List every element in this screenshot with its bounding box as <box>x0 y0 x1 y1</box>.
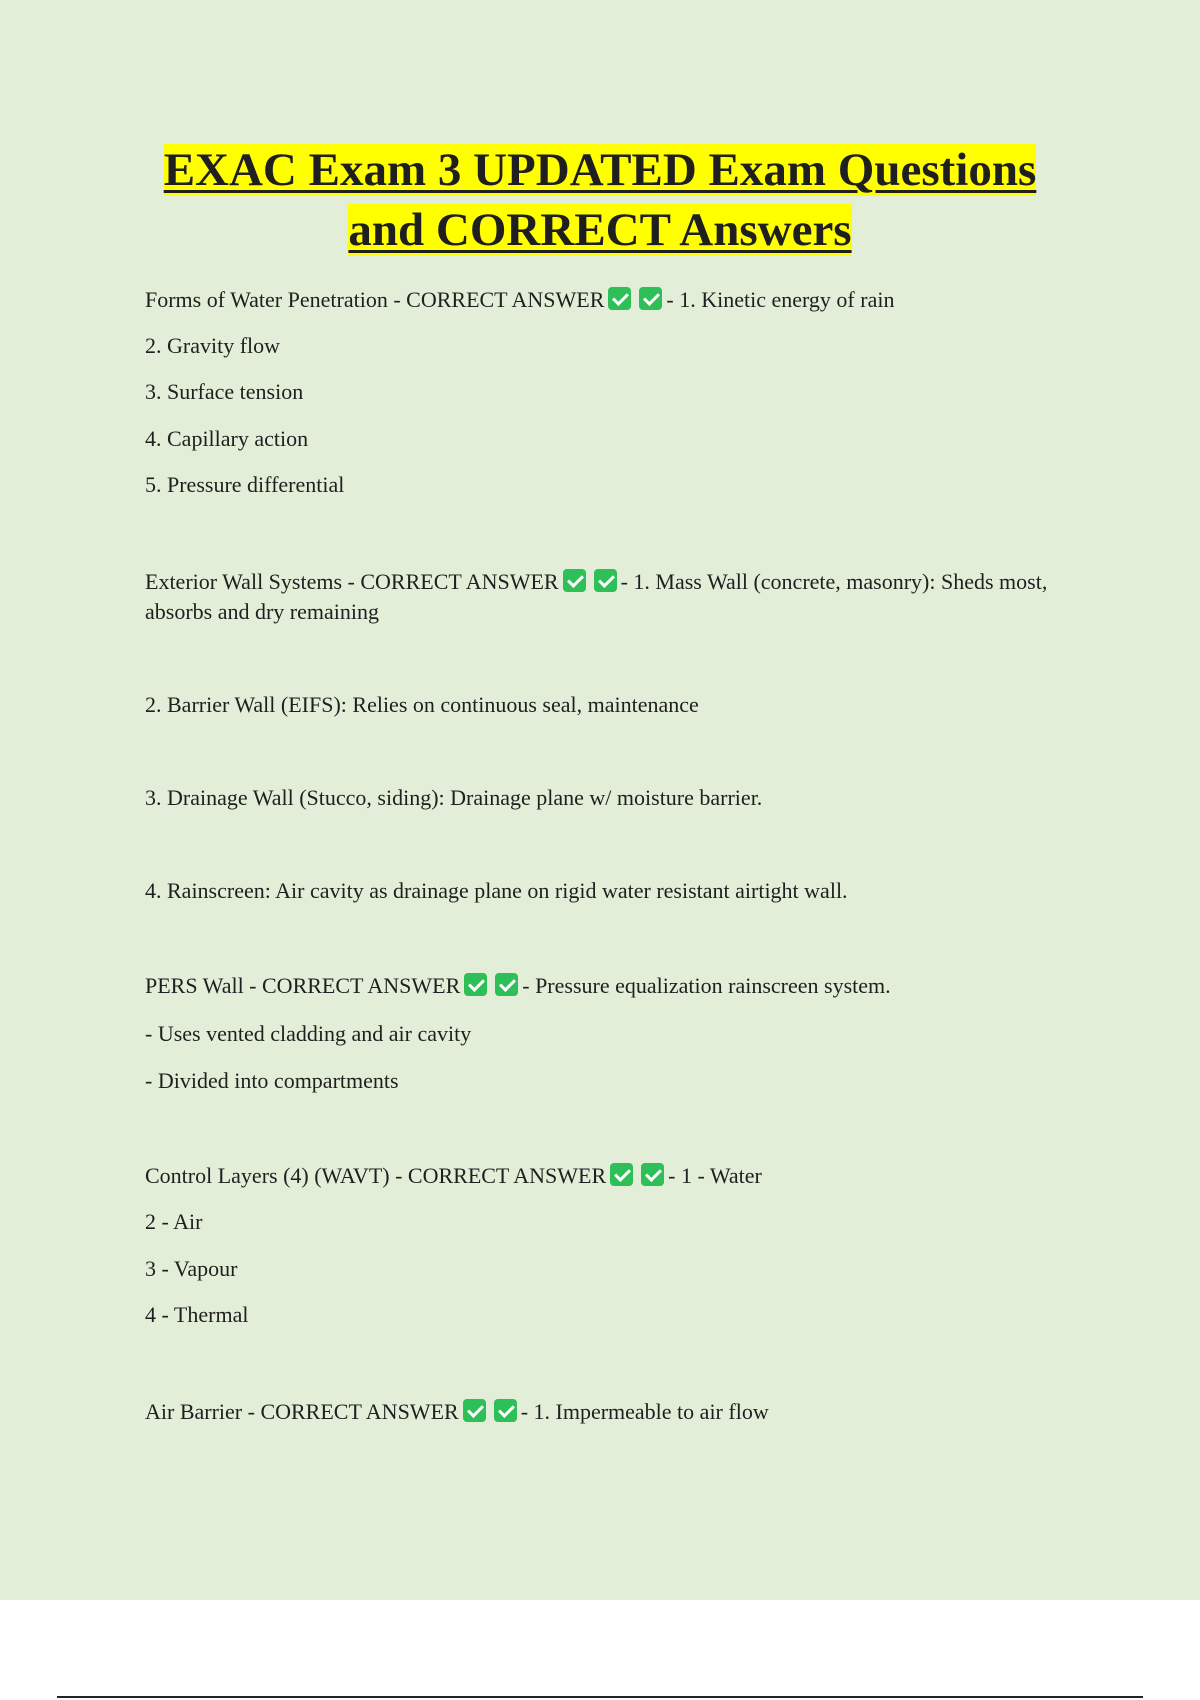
question-text: Air Barrier - CORRECT ANSWER <box>145 1399 459 1424</box>
answer-line: 5. Pressure differential <box>145 472 345 497</box>
qa-question <box>145 1397 1085 1427</box>
answer-text: - 1. Kinetic energy of rain <box>666 287 895 312</box>
qa-question <box>145 971 1085 1001</box>
answer-line: 4 - Thermal <box>145 1302 249 1327</box>
document-title <box>100 140 1100 260</box>
answer-text: - 1 - Water <box>668 1163 762 1188</box>
answer-line: 4. Capillary action <box>145 426 309 451</box>
answer-line: 2 - Air <box>145 1209 203 1234</box>
check-mark-icon <box>639 287 662 310</box>
check-mark-icon <box>463 1399 486 1422</box>
check-mark-icon <box>494 1399 517 1422</box>
title-line-2: and CORRECT Answers <box>348 204 852 256</box>
check-mark-icon <box>608 287 631 310</box>
question-text: Forms of Water Penetration - CORRECT ANSWER <box>145 287 605 312</box>
question-text: Exterior Wall Systems - CORRECT ANSWER <box>145 569 559 594</box>
answer-line: 4. Rainscreen: Air cavity as drainage plane on rigid water resistant airtight wall. <box>145 878 848 903</box>
check-mark-icon <box>464 973 487 996</box>
answer-text: - 1. Mass Wall (concrete, masonry): Sheds most, absorbs and dry remaining <box>145 569 1048 624</box>
answer-text: - Pressure equalization rainscreen system. <box>522 973 891 998</box>
title-line-1: EXAC Exam 3 UPDATED Exam Questions <box>163 144 1037 196</box>
check-mark-icon <box>563 569 586 592</box>
check-mark-icon <box>641 1163 664 1186</box>
check-mark-icon <box>610 1163 633 1186</box>
answer-line: 2. Barrier Wall (EIFS): Relies on continuous seal, maintenance <box>145 692 699 717</box>
answer-text: - 1. Impermeable to air flow <box>520 1399 769 1424</box>
qa-question <box>145 1161 1085 1191</box>
check-mark-icon <box>495 973 518 996</box>
answer-line: - Divided into compartments <box>145 1068 399 1093</box>
answer-line: 3. Drainage Wall (Stucco, siding): Drainage plane w/ moisture barrier. <box>145 785 763 810</box>
answer-line: 3 - Vapour <box>145 1256 238 1281</box>
answer-line: - Uses vented cladding and air cavity <box>145 1021 472 1046</box>
question-text: PERS Wall - CORRECT ANSWER <box>145 973 461 998</box>
check-mark-icon <box>594 569 617 592</box>
footer-divider <box>57 1696 1143 1698</box>
question-text: Control Layers (4) (WAVT) - CORRECT ANSWER <box>145 1163 607 1188</box>
qa-question <box>145 285 1085 315</box>
qa-question <box>145 567 1085 627</box>
answer-line: 2. Gravity flow <box>145 333 281 358</box>
answer-line: 3. Surface tension <box>145 379 304 404</box>
